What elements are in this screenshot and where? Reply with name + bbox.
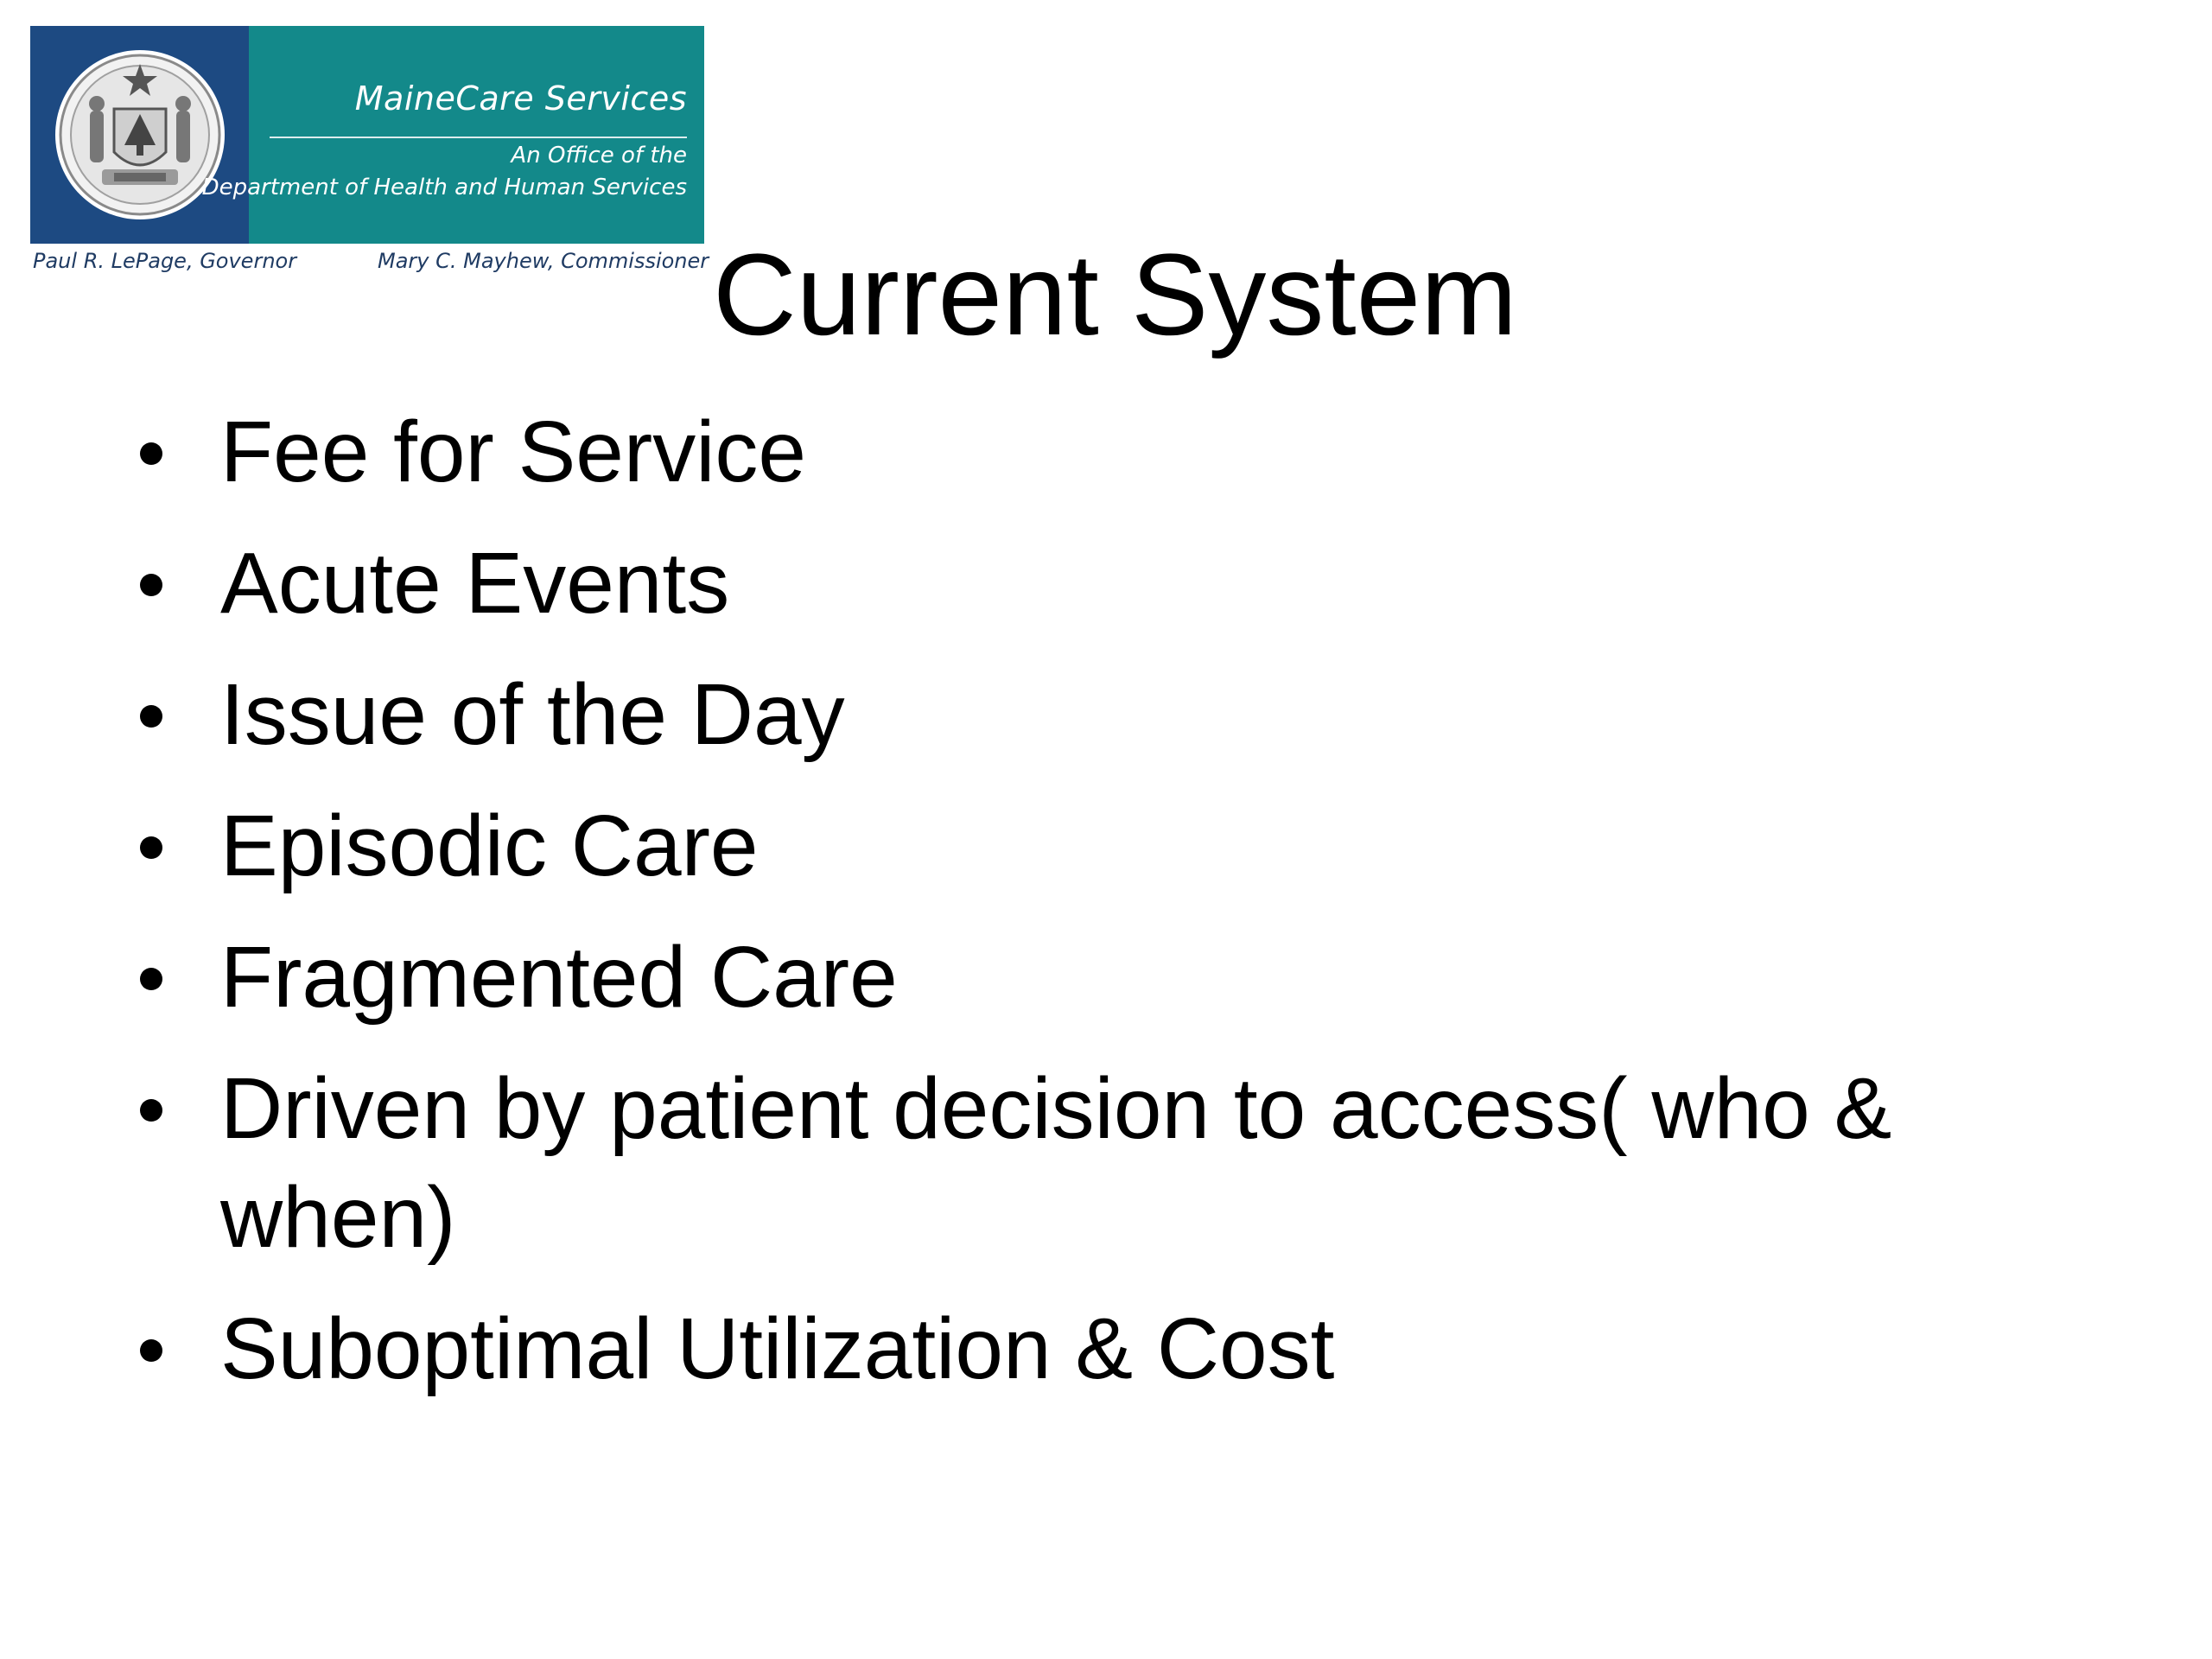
bullet-list [130,397,2117,1426]
bullet-item [130,529,2117,638]
slide-title: Current System [713,231,1517,359]
bullet-dot-icon [140,705,162,728]
bullet-dot-icon [140,836,162,859]
bullet-item [130,1294,2117,1403]
state-seal-icon [54,48,226,221]
bullet-item [130,1054,2117,1272]
seal-panel [30,26,249,244]
brand-panel [201,26,704,244]
logo-banner [30,26,704,244]
bullet-dot-icon [140,574,162,596]
bullet-item [130,923,2117,1032]
bullet-item [130,660,2117,769]
bullet-dot-icon [140,1339,162,1362]
brand-subtitle-line2: Department of Health and Human Services [201,175,687,200]
bullet-text: Suboptimal Utilization & Cost [220,1300,1335,1397]
brand-name: MaineCare Services [354,79,687,118]
governor-credit: Paul R. LePage, Governor [33,249,297,273]
bullet-dot-icon [140,1099,162,1122]
bullet-text: Fragmented Care [220,929,898,1026]
bullet-text: Episodic Care [220,798,759,894]
mainecare-logo [30,26,704,244]
bullet-text: Driven by patient decision to access( who & when) [220,1060,1892,1266]
bullet-item [130,397,2117,506]
bullet-text: Acute Events [220,535,730,632]
bullet-item [130,791,2117,900]
commissioner-credit: Mary C. Mayhew, Commissioner [378,249,709,273]
bullet-text: Fee for Service [220,404,807,500]
bullet-text: Issue of the Day [220,666,845,763]
brand-subtitle-line1: An Office of the [511,143,687,168]
bullet-dot-icon [140,968,162,990]
brand-divider [270,137,687,138]
bullet-dot-icon [140,442,162,465]
